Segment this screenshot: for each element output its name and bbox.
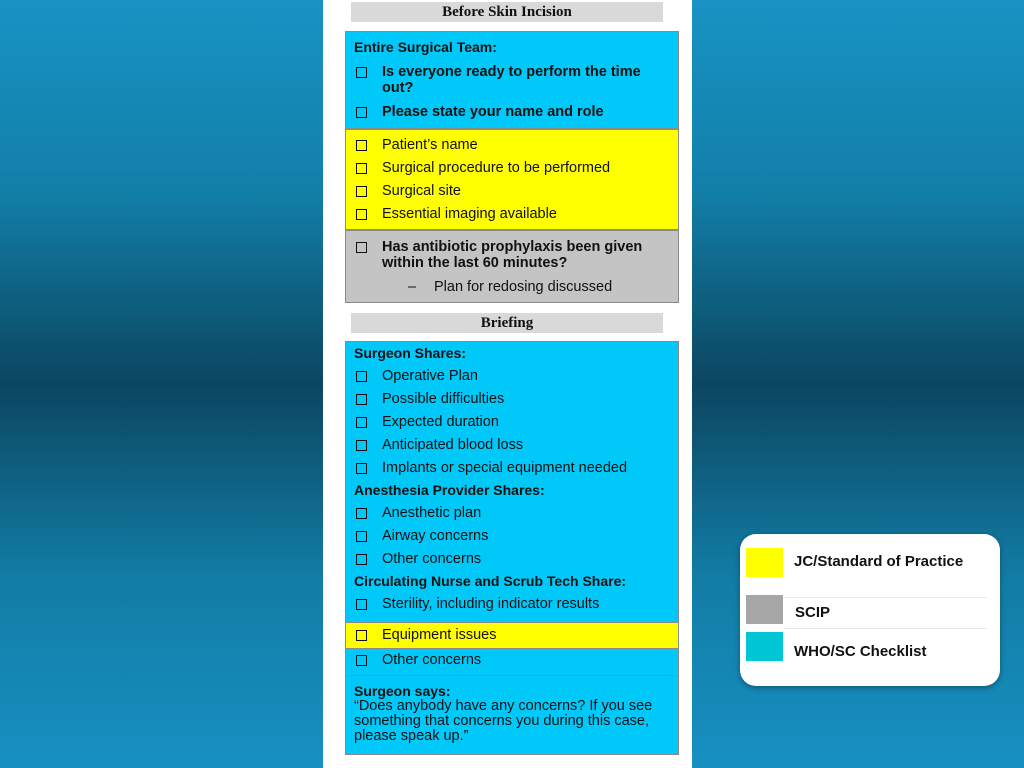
checklist-item[interactable]: [346, 551, 678, 567]
item-label: Expected duration: [382, 414, 499, 430]
team-section: [345, 31, 679, 129]
checklist-item[interactable]: [346, 414, 678, 430]
briefing-section: [345, 341, 679, 623]
color-legend: [740, 534, 1000, 686]
checkbox-icon[interactable]: [356, 186, 367, 197]
checkbox-icon[interactable]: [356, 440, 367, 451]
legend-divider: [784, 628, 987, 629]
surgeon-says-section: [345, 675, 679, 755]
checklist-item[interactable]: [346, 528, 678, 544]
patient-info-section: [345, 129, 679, 230]
item-label: Implants or special equipment needed: [382, 460, 628, 476]
item-label: Has antibiotic prophylaxis been given within the last 60 minutes?: [382, 239, 643, 271]
item-label: Anticipated blood loss: [382, 437, 524, 453]
item-label: Other concerns: [382, 551, 482, 567]
checklist-item[interactable]: [346, 160, 678, 176]
item-label: Essential imaging available: [382, 206, 557, 222]
item-label: Operative Plan: [382, 368, 478, 384]
checkbox-icon[interactable]: [356, 394, 367, 405]
checklist-item[interactable]: [346, 137, 678, 153]
legend-label: WHO/SC Checklist: [794, 643, 927, 660]
item-label: Sterility, including indicator results: [382, 596, 600, 612]
checklist-item[interactable]: [346, 460, 678, 476]
antibiotic-section: [345, 230, 679, 303]
legend-label: SCIP: [795, 604, 831, 621]
checkbox-icon[interactable]: [356, 531, 367, 542]
checkbox-icon[interactable]: [356, 371, 367, 382]
dash-bullet: –: [408, 279, 417, 295]
checkbox-icon[interactable]: [356, 140, 367, 151]
checkbox-icon[interactable]: [356, 417, 367, 428]
checkbox-icon[interactable]: [356, 463, 367, 474]
item-label: Possible difficulties: [382, 391, 505, 407]
team-title: Entire Surgical Team:: [354, 39, 497, 55]
surgeon-shares-title: Surgeon Shares:: [354, 345, 467, 361]
checkbox-icon[interactable]: [356, 163, 367, 174]
legend-swatch-gray: [746, 595, 783, 624]
item-label: Anesthetic plan: [382, 505, 482, 521]
legend-swatch-cyan: [746, 632, 783, 661]
checklist-item[interactable]: [346, 627, 678, 643]
checklist-item[interactable]: [346, 505, 678, 521]
checklist-item[interactable]: [346, 239, 678, 271]
checkbox-icon[interactable]: [356, 242, 367, 253]
nurse-shares-title: Circulating Nurse and Scrub Tech Share:: [354, 573, 627, 589]
item-label: Is everyone ready to perform the time out?: [382, 64, 641, 96]
legend-divider: [784, 597, 987, 598]
item-label: Patient’s name: [382, 137, 478, 153]
checklist-item[interactable]: [346, 183, 678, 199]
surgeon-says-quote: “Does anybody have any concerns? If you see something that concerns you during this case, please speak up.”: [354, 698, 653, 744]
checkbox-icon[interactable]: [356, 209, 367, 220]
checkbox-icon[interactable]: [356, 508, 367, 519]
checkbox-icon[interactable]: [356, 107, 367, 118]
legend-swatch-yellow: [746, 548, 783, 577]
checklist-item[interactable]: [346, 104, 678, 120]
checklist-item[interactable]: [346, 391, 678, 407]
checklist-sheet: [323, 0, 692, 768]
anesthesia-shares-title: Anesthesia Provider Shares:: [354, 482, 545, 498]
checklist-item[interactable]: [346, 368, 678, 384]
checkbox-icon[interactable]: [356, 554, 367, 565]
checkbox-icon[interactable]: [356, 67, 367, 78]
checklist-item[interactable]: [346, 206, 678, 222]
checklist-item[interactable]: [346, 596, 678, 612]
item-label: Surgical site: [382, 183, 461, 199]
briefing-header: Briefing: [351, 313, 663, 333]
sub-item: [346, 279, 678, 295]
other-concerns-section: [345, 648, 679, 676]
equipment-section: [345, 622, 679, 649]
checkbox-icon[interactable]: [356, 599, 367, 610]
item-label: Other concerns: [382, 652, 482, 668]
checklist-item[interactable]: [346, 64, 678, 96]
checklist-item[interactable]: [346, 652, 678, 668]
item-label: Airway concerns: [382, 528, 489, 544]
checklist-item[interactable]: [346, 437, 678, 453]
item-label: Equipment issues: [382, 627, 497, 643]
sub-item-label: Plan for redosing discussed: [434, 279, 613, 295]
checkbox-icon[interactable]: [356, 655, 367, 666]
checkbox-icon[interactable]: [356, 630, 367, 641]
before-skin-incision-header: Before Skin Incision: [351, 2, 663, 22]
surgeon-says-title: Surgeon says:: [354, 683, 451, 699]
item-label: Surgical procedure to be performed: [382, 160, 611, 176]
legend-label: JC/Standard of Practice: [794, 553, 964, 570]
item-label: Please state your name and role: [382, 104, 604, 120]
